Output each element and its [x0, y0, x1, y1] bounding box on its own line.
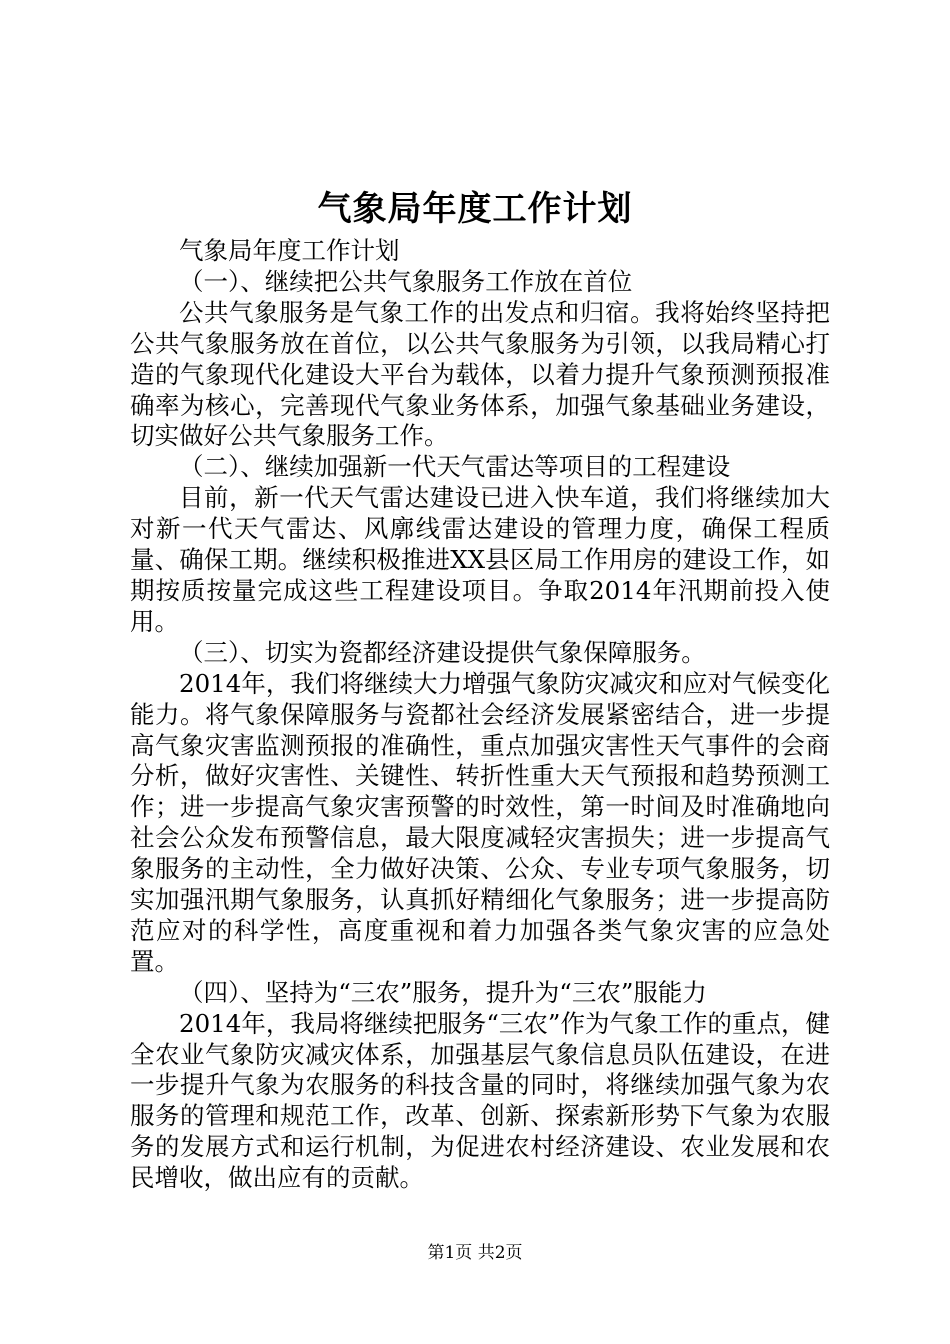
- document-body: [130, 236, 830, 1194]
- page-number-footer: 第1页 共2页: [427, 1243, 523, 1263]
- paragraph-section-2: 目前，新一代天气雷达建设已进入快车道，我们将继续加大对新一代天气雷达、风廓线雷达建设的管理力度，确保工程质量、确保工期。继续积极推进XX县区局工作用房的建设工作，如期按质按量完成这些工程建设项目。争取2014年汛期前投入使用。: [130, 483, 830, 636]
- section-heading-1: （一）、继续把公共气象服务工作放在首位: [179, 266, 633, 296]
- section-heading-3: （三）、切实为瓷都经济建设提供气象保障服务。: [179, 637, 706, 667]
- paragraph-section-3: 2014年，我们将继续大力增强气象防灾减灾和应对气候变化能力。将气象保障服务与瓷都社会经济发展紧密结合，进一步提高气象灾害监测预报的准确性，重点加强灾害性天气事件的会商分析，做好灾害性、关键性、转折性重大天气预报和趋势预测工作；进一步提高气象灾害预警的时效性，第一时间及时准确地向社会公众发布预警信息，最大限度减轻灾害损失；进一步提高气象服务的主动性，全力做好决策、公众、专业专项气象服务，切实加强汛期气象服务，认真抓好精细化气象服务；进一步提高防范应对的科学性，高度重视和着力加强各类气象灾害的应急处置。: [130, 668, 830, 976]
- document-title: 气象局年度工作计划: [317, 189, 633, 229]
- paragraph-section-1: 公共气象服务是气象工作的出发点和归宿。我将始终坚持把公共气象服务放在首位，以公共气象服务为引领，以我局精心打造的气象现代化建设大平台为载体，以着力提升气象预测预报准确率为核心，完善现代气象业务体系，加强气象基础业务建设，切实做好公共气象服务工作。: [130, 297, 830, 451]
- paragraph-section-4: 2014年，我局将继续把服务“三农”作为气象工作的重点，健全农业气象防灾减灾体系，加强基层气象信息员队伍建设，在进一步提升气象为农服务的科技含量的同时，将继续加强气象为农服务的管理和规范工作，改革、创新、探索新形势下气象为农服务的发展方式和运行机制，为促进农村经济建设、农业发展和农民增收，做出应有的贡献。: [130, 1008, 830, 1193]
- section-heading-2: （二）、继续加强新一代天气雷达等项目的工程建设: [179, 452, 731, 482]
- paragraph-subtitle: 气象局年度工作计划: [179, 236, 400, 265]
- section-heading-4: （四）、坚持为“三农”服务，提升为“三农”服能力: [179, 977, 707, 1007]
